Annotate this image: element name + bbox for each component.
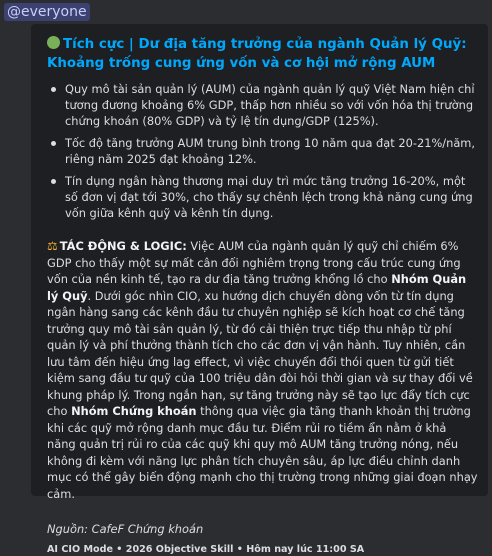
impact-text-2: . Dưới góc nhìn CIO, xu hướng dịch chuyển dòng vốn từ tín dụng ngân hàng sang các kênh đầu tư chuyên nghiệp sẽ kích hoạt cơ chế tăng trưởng quy mô tài sản quản lý, từ đó cải thiện trực tiếp thu nhập từ phí quản lý và phí thưởng thành tích cho các đơn vị vận hành. Tuy nhiên, cần lưu tâm đến hiệu ứng lag effect, vì việc chuyển đổi thói quen từ gửi tiết kiệm sang đầu tư quỹ của 100 triệu dân đòi hỏi thời gian và sự thay đổi về khung pháp lý. Trong ngắn hạn, sự tăng trưởng này sẽ tạo lực đẩy tích cực cho	[47, 288, 473, 418]
impact-bold-securities-group: Nhóm Chứng khoán	[71, 404, 197, 418]
news-embed	[31, 24, 488, 555]
impact-text-1: Việc AUM của ngành quản lý quỹ chỉ chiếm 6% GDP cho thấy một sự mất cân đối nghiêm trọng trong cấu trúc cung ứng vốn của nền kinh tế, tạo ra dư địa tăng trưởng khổng lồ cho	[47, 239, 461, 286]
impact-text-3: thông qua việc gia tăng thanh khoản thị trường khi các quỹ mở rộng danh mục đầu tư. Điểm rủi ro tiềm ẩn nằm ở khả năng quản trị rủi ro của các quỹ khi quy mô AUM tăng trưởng nóng, nếu không đi kèm với năng lực phân tích chuyên sâu, áp lực điều chỉnh danh mục có thể gây biến động mạnh cho thị trường trong những giai đoạn nhạy cảm.	[47, 404, 478, 501]
embed-title[interactable]	[47, 35, 478, 73]
impact-paragraph	[47, 238, 478, 502]
impact-label: TÁC ĐỘNG & LOGIC:	[59, 239, 187, 253]
list-item: Quy mô tài sản quản lý (AUM) của ngành quản lý quỹ Việt Nam hiện chỉ tương đương khoảng 6% GDP, thấp hơn nhiều so với vốn hóa thị trường chứng khoán (80% GDP) và tỷ lệ tín dụng/GDP (125%).	[47, 81, 478, 129]
embed-footer: AI CIO Mode • 2026 Objective Skill • Hôm nay lúc 11:00 SA	[47, 544, 365, 555]
list-item: Tín dụng ngân hàng thương mại duy trì mức tăng trưởng 16-20%, một số đơn vị đạt tới 30%, cho thấy sự chênh lệch trong khả năng cung ứng vốn giữa kênh quỹ và kênh tín dụng.	[47, 173, 478, 221]
balance-scale-icon: ⚖	[47, 239, 58, 253]
embed-title-text: Tích cực | Dư địa tăng trưởng của ngành Quản lý Quỹ: Khoảng trống cung ứng vốn và cơ hội mở rộng AUM	[47, 37, 467, 71]
source-line: Nguồn: CafeF Chứng khoán	[47, 522, 204, 536]
everyone-mention[interactable]: @everyone	[4, 3, 90, 21]
green-circle-icon	[47, 36, 60, 49]
impact-bold-fund-group: Nhóm Quản lý Quỹ	[47, 272, 467, 303]
key-points-list	[47, 81, 478, 221]
list-item: Tốc độ tăng trưởng AUM trung bình trong 10 năm qua đạt 20-21%/năm, riêng năm 2025 đạt khoảng 12%.	[47, 135, 478, 167]
